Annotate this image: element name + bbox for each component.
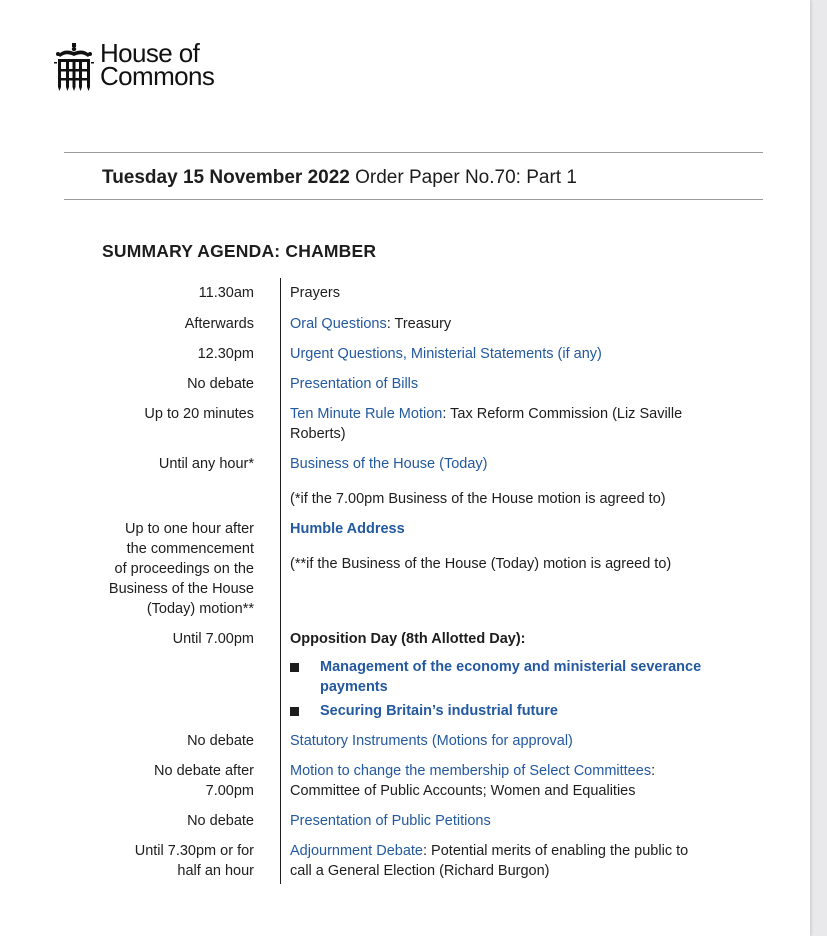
business-of-house-link[interactable]: Business of the House (Today) (290, 456, 488, 472)
time-presentation-of-bills: No debate (187, 376, 254, 392)
time-humble-address (109, 519, 254, 619)
item-presentation-of-bills (290, 374, 418, 394)
select-committees-colon: : (651, 763, 656, 779)
time-oral-questions: Afterwards (184, 316, 254, 332)
logo-line-2: Commons (100, 61, 215, 91)
top-divider (64, 152, 763, 153)
bottom-divider (64, 199, 763, 200)
square-bullet-icon (290, 663, 299, 672)
item-prayers: Prayers (290, 285, 340, 301)
ten-minute-rule-detail-2: Roberts) (290, 426, 346, 442)
time-urgent-questions: 12.30pm (197, 346, 254, 362)
statutory-instruments-link[interactable]: Statutory Instruments (Motions for approval) (290, 733, 573, 749)
time-humble-address-line-4: Business of the House (108, 581, 254, 597)
square-bullet-icon (290, 707, 299, 716)
time-adjournment-line-2: half an hour (177, 863, 254, 879)
humble-address-link[interactable]: Humble Address (290, 521, 405, 537)
time-humble-address-line-5: (Today) motion** (146, 601, 254, 617)
time-humble-address-line-2: the commencement (126, 541, 254, 557)
summary-agenda-heading: SUMMARY AGENDA: CHAMBER (102, 241, 377, 261)
time-select-committees-line-2: 7.00pm (205, 783, 254, 799)
item-statutory-instruments (290, 731, 573, 751)
industrial-future-link[interactable]: Securing Britain’s industrial future (320, 703, 558, 719)
oral-questions-link[interactable]: Oral Questions (290, 316, 387, 332)
time-public-petitions: No debate (187, 813, 254, 829)
economy-severance-link[interactable] (320, 657, 701, 697)
adjournment-detail-2: call a General Election (Richard Burgon) (290, 863, 550, 879)
house-of-commons-logo (54, 38, 215, 93)
item-adjournment-debate (290, 841, 688, 881)
paper-date: Tuesday 15 November 2022 (102, 167, 350, 188)
time-select-committees-line-1: No debate after (154, 763, 254, 779)
item-ten-minute-rule (290, 404, 682, 444)
humble-address-note: (**if the Business of the House (Today) motion is agreed to) (290, 556, 672, 572)
opposition-motion-1 (290, 657, 701, 697)
business-of-house-note: (*if the 7.00pm Business of the House motion is agreed to) (290, 491, 666, 507)
agenda-divider-line (280, 278, 281, 884)
logo-wordmark (100, 38, 215, 91)
oral-questions-detail: : Treasury (386, 316, 452, 332)
ten-minute-rule-detail-1: : Tax Reform Commission (Liz Saville (442, 406, 683, 422)
time-adjournment-line-1: Until 7.30pm or for (134, 843, 254, 859)
time-adjournment-debate (135, 841, 254, 881)
time-statutory-instruments: No debate (187, 733, 254, 749)
economy-severance-line-2: payments (320, 679, 388, 695)
time-prayers: 11.30am (198, 285, 254, 301)
item-oral-questions (290, 314, 451, 334)
urgent-questions-link[interactable]: Urgent Questions, Ministerial Statements (if any) (290, 346, 602, 362)
item-business-of-house (290, 454, 487, 474)
time-business-of-house: Until any hour* (158, 456, 254, 472)
public-petitions-link[interactable]: Presentation of Public Petitions (290, 813, 491, 829)
item-urgent-questions (290, 344, 602, 364)
ten-minute-rule-link[interactable]: Ten Minute Rule Motion (290, 406, 443, 422)
opposition-motion-2 (290, 701, 558, 721)
item-public-petitions (290, 811, 491, 831)
adjournment-detail-1: : Potential merits of enabling the public to (423, 843, 689, 859)
time-humble-address-line-3: of proceedings on the (114, 561, 254, 577)
order-paper-title (102, 167, 577, 189)
select-committees-detail: Committee of Public Accounts; Women and Equalities (290, 783, 636, 799)
portcullis-icon (54, 43, 94, 93)
economy-severance-line-1: Management of the economy and ministerial severance (320, 659, 702, 675)
presentation-of-bills-link[interactable]: Presentation of Bills (290, 376, 419, 392)
paper-number: Order Paper No.70: Part 1 (349, 167, 577, 188)
select-committees-link[interactable]: Motion to change the membership of Select Committees (290, 763, 652, 779)
item-select-committees (290, 761, 655, 801)
time-opposition-day: Until 7.00pm (172, 631, 254, 647)
time-ten-minute-rule: Up to 20 minutes (144, 406, 254, 422)
time-humble-address-line-1: Up to one hour after (125, 521, 254, 537)
item-opposition-day: Opposition Day (8th Allotted Day): (290, 631, 526, 647)
logo-line-1: House of (100, 38, 200, 68)
time-select-committees (154, 761, 254, 801)
item-humble-address (290, 519, 405, 539)
adjournment-debate-link[interactable]: Adjournment Debate (290, 843, 423, 859)
